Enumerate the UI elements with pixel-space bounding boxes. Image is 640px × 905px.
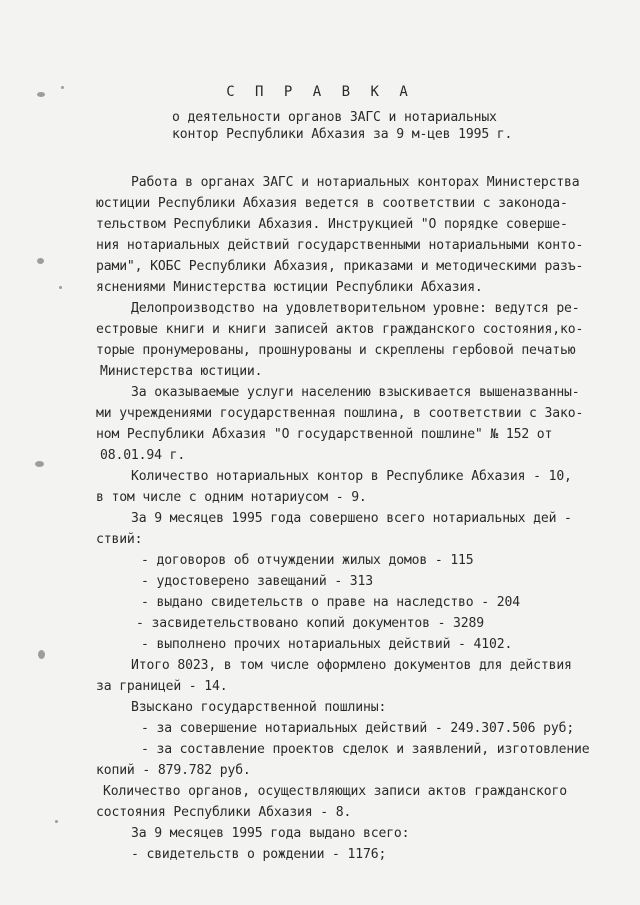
body-line: ствий:: [96, 532, 143, 547]
list-item: - выдано свидетельств о праве на наследство - 204: [141, 595, 520, 610]
body-line: Работа в органах ЗАГС и нотариальных конторах Министерства: [131, 175, 580, 190]
list-item: - засвидетельствовано копий документов - 3289: [136, 616, 484, 631]
scan-mark: [38, 650, 45, 659]
body-line: в том числе с одним нотариусом - 9.: [96, 490, 367, 505]
body-line: копий - 879.782 руб.: [96, 763, 251, 778]
body-line: Количество нотариальных контор в Республике Абхазия - 10,: [131, 469, 572, 484]
document-title: С П Р А В К А: [226, 84, 414, 100]
scan-mark: [37, 258, 44, 264]
body-line: юстиции Республики Абхазия ведется в соответствии с законода-: [96, 196, 568, 211]
body-line: состояния Республики Абхазия - 8.: [96, 805, 352, 820]
list-item: - удостоверено завещаний - 313: [141, 574, 373, 589]
body-line: рами", КОБС Республики Абхазия, приказами и методическими разъ-: [96, 259, 584, 274]
subtitle-line: о деятельности органов ЗАГС и нотариальных: [172, 110, 497, 125]
body-line: Делопроизводство на удовлетворительном уровне: ведутся ре-: [131, 301, 580, 316]
body-line: яснениями Министерства юстиции Республики Абхазия.: [96, 280, 483, 295]
subtitle-line: контор Республики Абхазия за 9 м-цев 1995 г.: [172, 127, 513, 142]
body-line: ном Республики Абхазия "О государственной пошлине" № 152 от: [96, 427, 553, 442]
list-item: - выполнено прочих нотариальных действий - 4102.: [141, 637, 513, 652]
body-line: ния нотариальных действий государственными нотариальными конто-: [96, 238, 584, 253]
body-line: Взыскано государственной пошлины:: [131, 700, 387, 715]
list-item: - договоров об отчуждении жилых домов - 115: [141, 553, 474, 568]
body-line: тельством Республики Абхазия. Инструкцией "О порядке соверше-: [96, 217, 568, 232]
scan-mark: [37, 92, 45, 97]
list-item: - за совершение нотариальных действий - 249.307.506 руб;: [141, 721, 575, 736]
scan-mark: [55, 820, 58, 823]
scan-mark: [59, 286, 62, 289]
body-line: За 9 месяцев 1995 года совершено всего нотариальных дей -: [131, 511, 572, 526]
list-item: - за составление проектов сделок и заявлений, изготовление: [141, 742, 590, 757]
body-line: ми учреждениями государственная пошлина, в соответствии с Зако-: [96, 406, 584, 421]
body-line: естровые книги и книги записей актов гражданского состояния,ко-: [96, 322, 584, 337]
body-line: Количество органов, осуществляющих записи актов гражданского: [103, 784, 567, 799]
body-line: за границей - 14.: [96, 679, 228, 694]
body-line: За 9 месяцев 1995 года выдано всего:: [131, 826, 410, 841]
body-line: торые пронумерованы, прошнурованы и скреплены гербовой печатью: [96, 343, 576, 358]
body-line: За оказываемые услуги населению взыскивается вышеназванны-: [131, 385, 580, 400]
body-line: Министерства юстиции.: [100, 364, 263, 379]
body-line: 08.01.94 г.: [100, 448, 186, 463]
list-item: - свидетельств о рождении - 1176;: [131, 847, 387, 862]
body-line: Итого 8023, в том числе оформлено документов для действия: [131, 658, 572, 673]
scan-mark: [35, 461, 44, 467]
scan-mark: [61, 86, 64, 89]
